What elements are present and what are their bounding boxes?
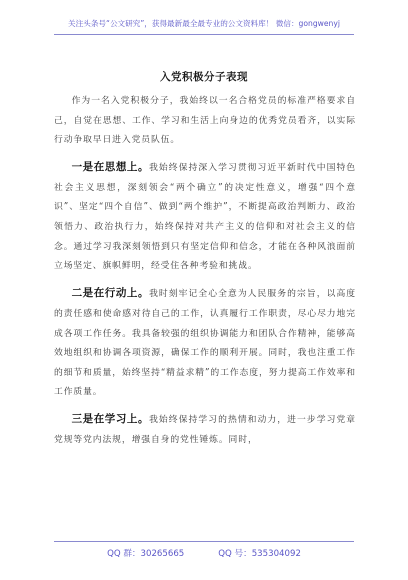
document-title: 入党积极分子表现: [160, 71, 248, 83]
header-divider: [54, 34, 354, 35]
qq-number: QQ 号：535304092: [218, 549, 301, 559]
study-paragraph: [54, 410, 356, 450]
action-paragraph: [54, 284, 356, 403]
paragraph-text: 作为一名入党积极分子，我始终以一名合格党员的标准严格要求自己，自觉在思想、工作、学习和生活上向身边的优秀党员看齐，以实际行动争取早日进入党员队伍。: [54, 96, 356, 146]
footer-divider: [54, 541, 354, 542]
page-footer: [0, 547, 408, 559]
intro-paragraph: [54, 92, 356, 151]
page-header-banner: 关注头条号“公文研究”，获得最新最全最专业的公文资料库！ 微信：gongwenyj: [68, 19, 340, 28]
paragraph-text: 我始终保持学习的热情和动力，进一步学习党章党规等党内法规，增强自身的党性锤炼。同时，: [54, 415, 356, 445]
paragraph-lead: 一是在思想上。: [71, 161, 150, 174]
paragraph-text: 我始终保持深入学习贯彻习近平新时代中国特色社会主义思想，深刻领会“两个确立”的决定性意义，增强“四个意识”、坚定“四个自信”、做到“两个维护”，不断提高政治判断力、政治领悟力、政治执行力，始终保持对共产主义的信仰和对社会主义的信念。通过学习我深刻领悟到只有坚定信仰和信念，才能在各种风浪面前立场坚定、旗帜鲜明，经受住各种考验和挑战。: [54, 163, 356, 272]
paragraph-lead: 三是在学习上。: [71, 413, 150, 426]
qq-group-number: QQ 群：30265665: [107, 549, 185, 559]
paragraph-lead: 二是在行动上。: [71, 287, 150, 300]
paragraph-text: 我时刻牢记全心全意为人民服务的宗旨，以高度的责任感和使命感对待自己的工作，认真履行工作职责，尽心尽力地完成各项工作任务。我具备较强的组织协调能力和团队合作精神，能够高效地组织和协调各项资源，确保工作的顺利开展。同时，我也注重工作的细节和质量，始终坚持“精益求精”的工作态度，努力提高工作效率和工作质量。: [54, 289, 356, 398]
thought-paragraph: [54, 158, 356, 277]
document-body: [54, 92, 356, 458]
